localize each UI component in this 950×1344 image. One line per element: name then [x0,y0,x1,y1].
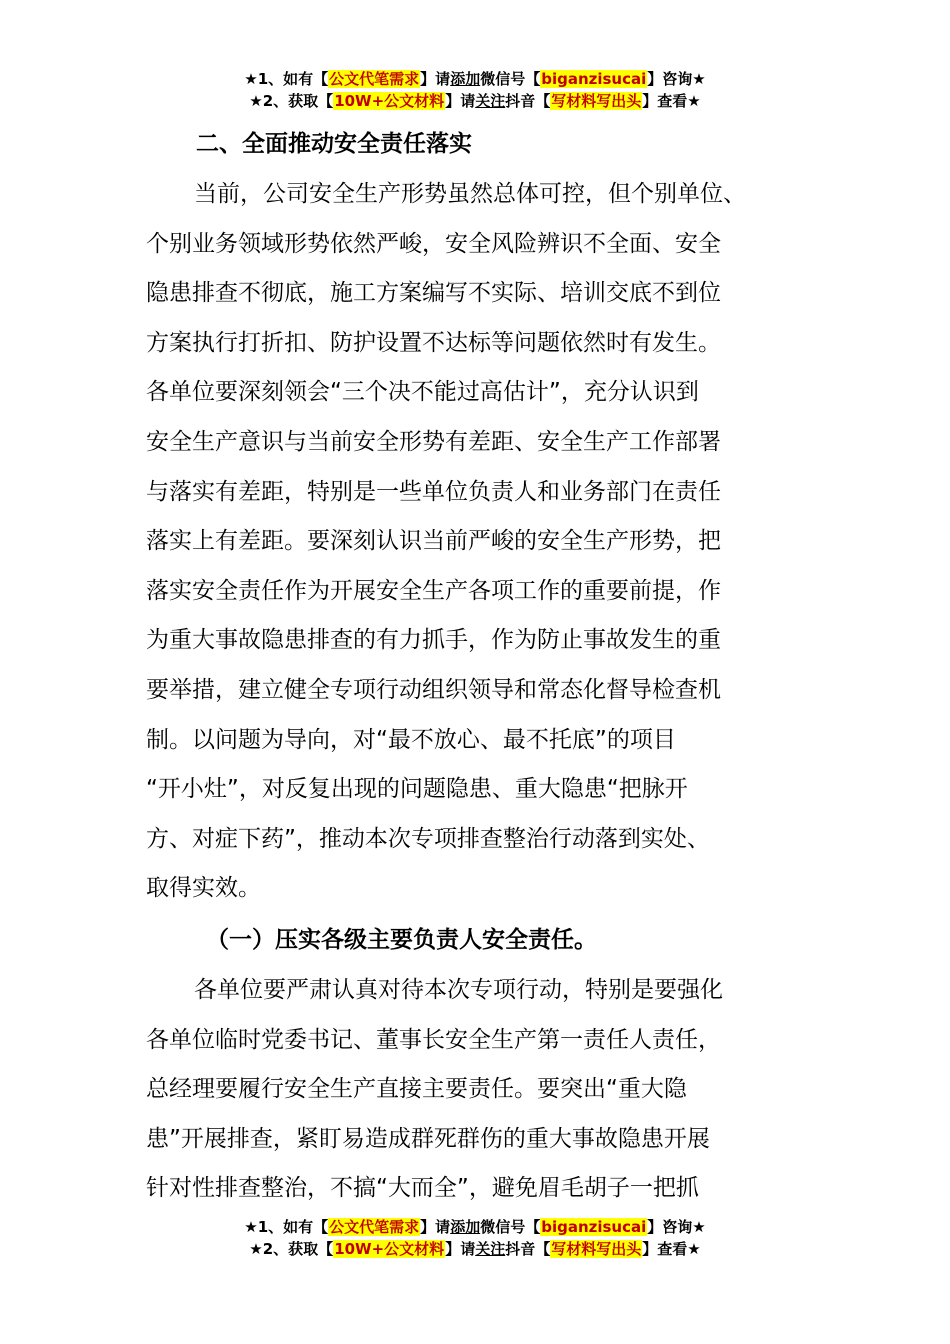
paragraph-line: 针对性排查整治，不搞“大而全”，避免眉毛胡子一把抓 [146,1175,699,1202]
banner-line-1: ★1、如有【公文代笔需求】请添加微信号【biganzisucai】咨询★ [244,70,706,88]
highlight-service: 公文代笔需求 [329,1218,420,1236]
paragraph-line: 个别业务领域形势依然严峻，安全风险辨识不全面、安全 [146,230,721,257]
paragraph-line: 方案执行打折扣、防护设置不达标等问题依然时有发生。 [146,329,721,356]
paragraph-line: 隐患排查不彻底，施工方案编写不实际、培训交底不到位 [146,280,721,307]
banner-line-2: ★2、获取【10W+公文材料】请关注抖音【写材料写出头】查看★ [249,92,701,110]
paragraph-line: 各单位要深刻领会“三个决不能过高估计”，充分认识到 [146,379,699,406]
paragraph-line: 患”开展排查，紧盯易造成群死群伤的重大事故隐患开展 [146,1125,710,1152]
highlight-materials: 10W+公文材料 [334,92,445,110]
header-banner [0,68,950,112]
paragraph-line: 取得实效。 [146,875,261,902]
paragraph-line: 制。以问题为导向，对“最不放心、最不托底”的项目 [146,726,676,753]
paragraph-line: 安全生产意识与当前安全形势有差距、安全生产工作部署 [146,428,721,455]
paragraph-line: 落实安全责任作为开展安全生产各项工作的重要前提，作 [146,577,721,604]
highlight-wechat-id: biganzisucai [541,70,647,88]
paragraph-line: “开小灶”，对反复出现的问题隐患、重大隐患“把脉开 [146,776,688,803]
section-heading: 二、全面推动安全责任落实 [196,131,472,157]
paragraph-2 [146,966,821,1214]
paragraph-line: 与落实有差距，特别是一些单位负责人和业务部门在责任 [146,478,721,505]
highlight-douyin: 写材料写出头 [551,1240,642,1258]
banner-line-1: ★1、如有【公文代笔需求】请添加微信号【biganzisucai】咨询★ [244,1218,706,1236]
paragraph-line: 总经理要履行安全生产直接主要责任。要突出“重大隐 [146,1076,687,1103]
paragraph-line: 要举措，建立健全专项行动组织领导和常态化督导检查机 [146,676,721,703]
paragraph-line: 方、对症下药”，推动本次专项排查整治行动落到实处、 [146,825,710,852]
paragraph-line: 各单位要严肃认真对待本次专项行动，特别是要强化 [194,976,723,1003]
highlight-materials: 10W+公文材料 [334,1240,445,1258]
paragraph-line: 落实上有差距。要深刻认识当前严峻的安全生产形势，把 [146,528,721,555]
highlight-douyin: 写材料写出头 [551,92,642,110]
banner-line-2: ★2、获取【10W+公文材料】请关注抖音【写材料写出头】查看★ [249,1240,701,1258]
highlight-service: 公文代笔需求 [329,70,420,88]
paragraph-1 [146,170,821,914]
highlight-wechat-id: biganzisucai [541,1218,647,1236]
footer-banner [0,1216,950,1260]
paragraph-line: 当前，公司安全生产形势虽然总体可控，但个别单位、 [194,181,746,207]
subsection-heading: （一）压实各级主要负责人安全责任。 [206,926,597,953]
paragraph-line: 各单位临时党委书记、董事长安全生产第一责任人责任， [146,1026,721,1053]
paragraph-line: 为重大事故隐患排查的有力抓手，作为防止事故发生的重 [146,627,721,654]
document-body [146,124,821,1214]
